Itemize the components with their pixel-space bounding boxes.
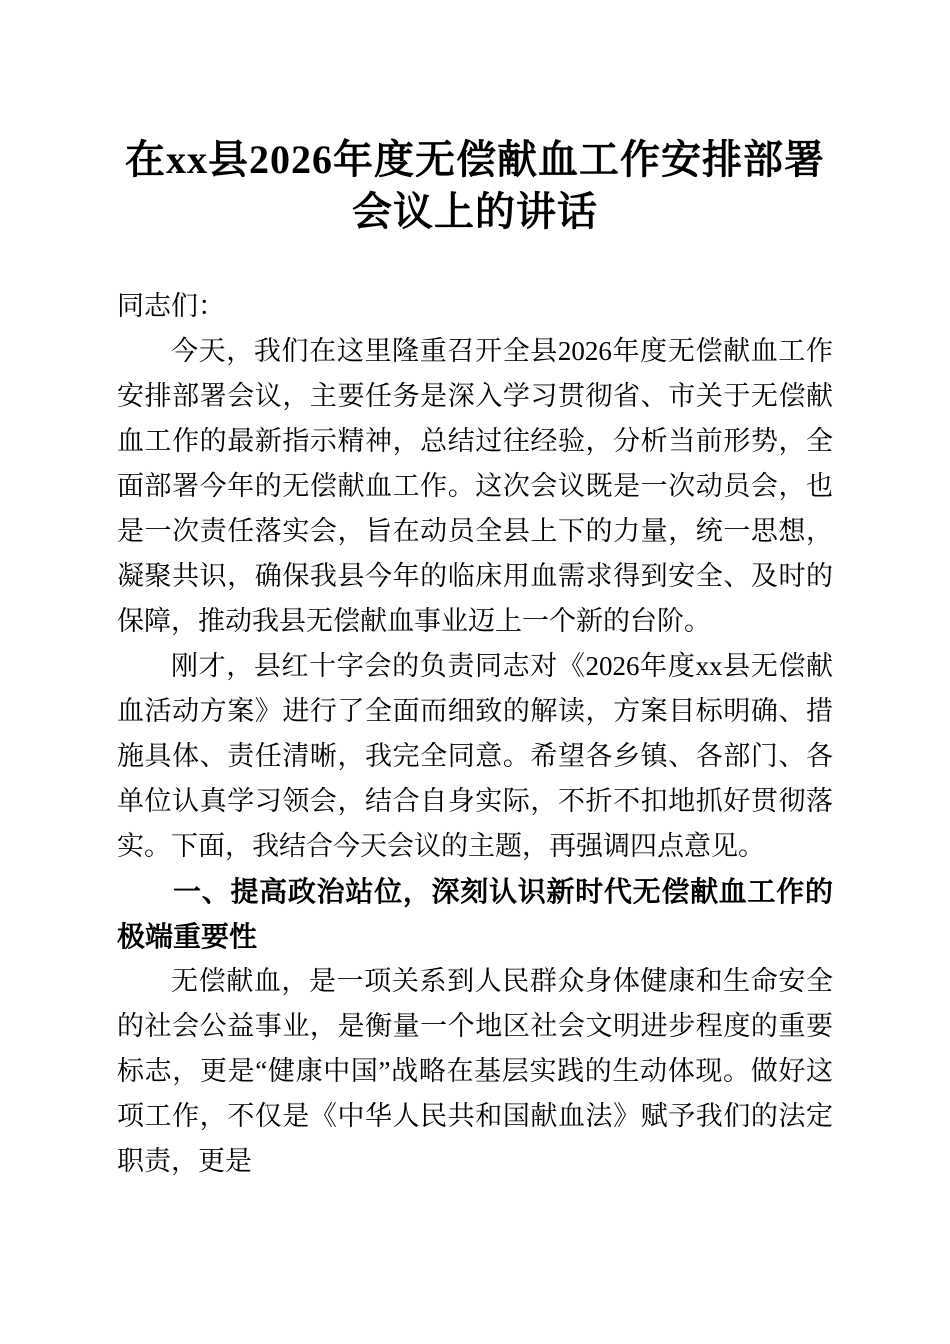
document-title: 在xx县2026年度无偿献血工作安排部署会议上的讲话 [125,137,825,234]
paragraph-opening: 今天，我们在这里隆重召开全县2026年度无偿献血工作安排部署会议，主要任务是深入学习贯彻省、市关于无偿献血工作的最新指示精神，总结过往经验，分析当前形势，全面部署今年的无偿献血工作。这次会议既是一次动员会，也是一次责任落实会，旨在动员全县上下的力量，统一思想，凝聚共识，确保我县今年的临床用血需求得到安全、及时的保障，推动我县无偿献血事业迈上一个新的台阶。 [117,336,833,636]
section-heading-1: 一、提高政治站位，深刻认识新时代无偿献血工作的极端重要性 [117,876,833,952]
paragraph-plan-endorsement: 刚才，县红十字会的负责同志对《2026年度xx县无偿献血活动方案》进行了全面而细致的解读，方案目标明确、措施具体、责任清晰，我完全同意。希望各乡镇、各部门、各单位认真学习领会，结合自身实际，不折不扣地抓好贯彻落实。下面，我结合今天会议的主题，再强调四点意见。 [117,651,833,861]
document-content [117,134,833,1184]
salutation: 同志们： [117,291,225,321]
paragraph-significance: 无偿献血，是一项关系到人民群众身体健康和生命安全的社会公益事业，是衡量一个地区社会文明进步程度的重要标志，更是“健康中国”战略在基层实践的生动体现。做好这项工作，不仅是《中华人民共和国献血法》赋予我们的法定职责，更是 [117,966,833,1176]
